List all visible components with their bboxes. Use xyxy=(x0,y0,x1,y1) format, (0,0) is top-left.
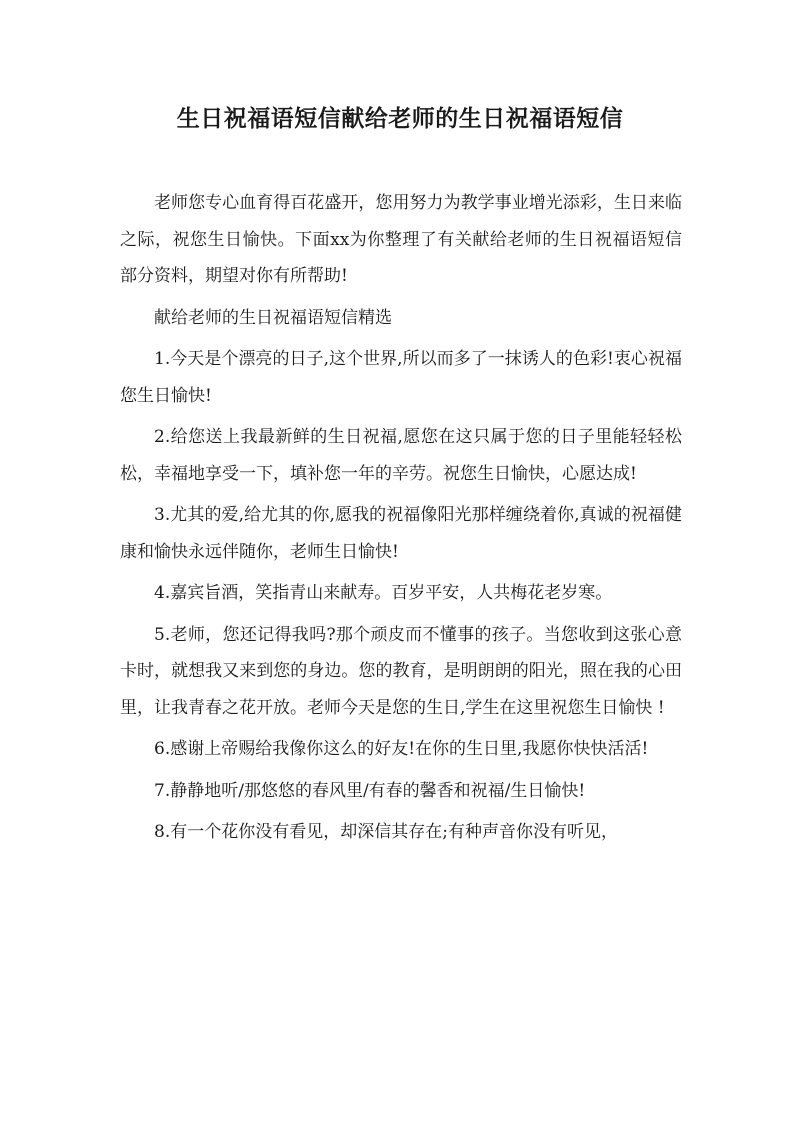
paragraph-intro: 老师您专心血育得百花盛开，您用努力为教学事业增光添彩，生日来临之际，祝您生日愉快。下面xx为你整理了有关献给老师的生日祝福语短信部分资料，期望对你有所帮助! xyxy=(120,193,682,286)
list-item: 3.尤其的爱,给尤其的你,愿我的祝福像阳光那样缠绕着你,真诚的祝福健康和愉快永远伴随你，老师生日愉快! xyxy=(120,505,682,562)
list-item: 5.老师，您还记得我吗?那个顽皮而不懂事的孩子。当您收到这张心意卡时，就想我又来到您的身边。您的教育，是明朗朗的阳光，照在我的心田里，让我青春之花开放。老师今天是您的生日,学生在这里祝您生日愉快 ! xyxy=(120,624,682,718)
list-item: 4.嘉宾旨酒，笑指青山来献寿。百岁平安，人共梅花老岁寒。 xyxy=(154,583,613,603)
document-title: 生日祝福语短信献给老师的生日祝福语短信 xyxy=(176,105,624,132)
section-heading: 献给老师的生日祝福语短信精选 xyxy=(154,307,392,328)
list-item: 2.给您送上我最新鲜的生日祝福,愿您在这只属于您的日子里能轻轻松松，幸福地享受一下，填补您一年的辛劳。祝您生日愉快，心愿达成! xyxy=(120,427,682,484)
list-item: 7.静静地听/那悠悠的春风里/有春的馨香和祝福/生日愉快! xyxy=(154,780,586,801)
list-item: 8.有一个花你没有看见，却深信其存在;有种声音你没有听见， xyxy=(154,822,618,842)
list-item: 1.今天是个漂亮的日子,这个世界,所以而多了一抹诱人的色彩!衷心祝福您生日愉快! xyxy=(120,349,682,406)
document-body xyxy=(120,185,682,856)
list-item: 6.感谢上帝赐给我像你这么的好友!在你的生日里,我愿你快快活活! xyxy=(154,739,649,759)
